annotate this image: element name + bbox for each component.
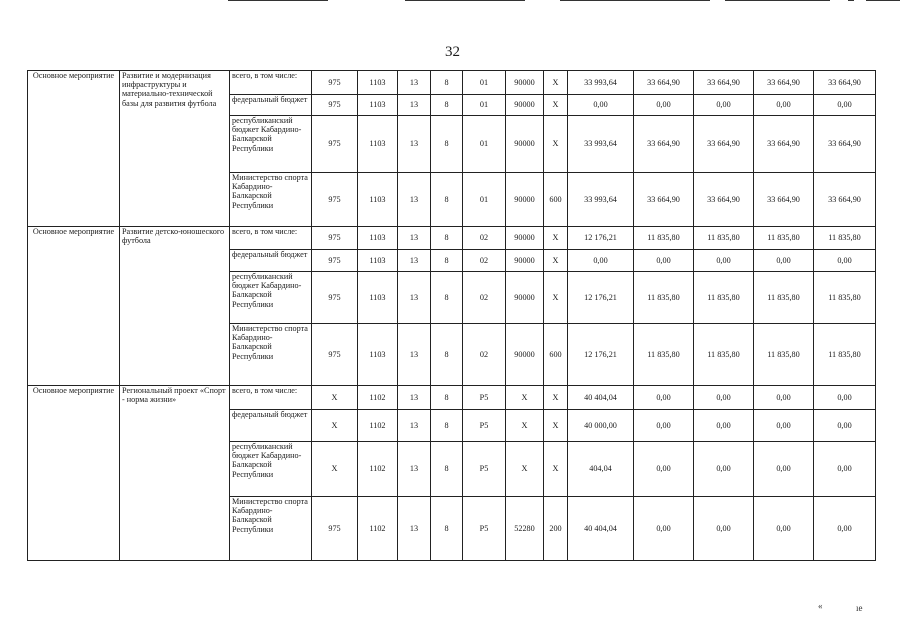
event-type-cell: Основное мероприятие [28, 71, 120, 227]
value-cell: 12 176,21 [568, 324, 634, 386]
value-cell: 975 [312, 173, 358, 227]
value-cell: X [544, 71, 568, 95]
value-cell: 33 664,90 [634, 173, 694, 227]
value-cell: 33 664,90 [754, 71, 814, 95]
value-cell: X [506, 442, 544, 497]
value-cell: 33 993,64 [568, 71, 634, 95]
value-cell: 40 404,04 [568, 497, 634, 561]
value-cell: 1102 [358, 497, 398, 561]
value-cell: 0,00 [754, 410, 814, 442]
value-cell: 1103 [358, 173, 398, 227]
value-cell: 33 664,90 [814, 173, 876, 227]
value-cell: 8 [431, 386, 463, 410]
value-cell: 975 [312, 71, 358, 95]
value-cell: X [544, 410, 568, 442]
event-name-cell: Развитие и модернизация инфраструктуры и материально-технической базы для развития футбола [120, 71, 230, 227]
value-cell: 13 [398, 497, 431, 561]
value-cell: 11 835,80 [754, 272, 814, 324]
value-cell: 90000 [506, 71, 544, 95]
value-cell: 13 [398, 324, 431, 386]
value-cell: 02 [463, 227, 506, 250]
value-cell: 02 [463, 250, 506, 272]
funding-source-cell: всего, в том числе: [230, 386, 312, 410]
funding-source-cell: Министерство спорта Кабардино-Балкарской Республики [230, 497, 312, 561]
value-cell: X [312, 410, 358, 442]
value-cell: 975 [312, 324, 358, 386]
value-cell: 33 993,64 [568, 173, 634, 227]
value-cell: 40 404,04 [568, 386, 634, 410]
value-cell: 13 [398, 250, 431, 272]
value-cell: 0,00 [694, 497, 754, 561]
value-cell: 12 176,21 [568, 227, 634, 250]
value-cell: 01 [463, 116, 506, 173]
value-cell: 8 [431, 442, 463, 497]
value-cell: 0,00 [634, 386, 694, 410]
value-cell: 0,00 [568, 250, 634, 272]
value-cell: P5 [463, 497, 506, 561]
value-cell: 01 [463, 173, 506, 227]
value-cell: X [544, 272, 568, 324]
value-cell: 600 [544, 324, 568, 386]
value-cell: X [544, 116, 568, 173]
funding-source-cell: Министерство спорта Кабардино-Балкарской Республики [230, 324, 312, 386]
value-cell: 13 [398, 173, 431, 227]
value-cell: 13 [398, 442, 431, 497]
value-cell: 8 [431, 71, 463, 95]
funding-source-cell: республиканский бюджет Кабардино-Балкарской Республики [230, 272, 312, 324]
value-cell: P5 [463, 386, 506, 410]
value-cell: 13 [398, 410, 431, 442]
value-cell: X [544, 442, 568, 497]
value-cell: 8 [431, 116, 463, 173]
value-cell: 13 [398, 272, 431, 324]
value-cell: 200 [544, 497, 568, 561]
value-cell: 975 [312, 497, 358, 561]
value-cell: X [544, 227, 568, 250]
value-cell: 404,04 [568, 442, 634, 497]
value-cell: 975 [312, 95, 358, 116]
value-cell: 11 835,80 [694, 227, 754, 250]
value-cell: 02 [463, 272, 506, 324]
value-cell: 11 835,80 [634, 227, 694, 250]
value-cell: 12 176,21 [568, 272, 634, 324]
funding-source-cell: республиканский бюджет Кабардино-Балкарской Республики [230, 116, 312, 173]
value-cell: 0,00 [694, 442, 754, 497]
value-cell: 1103 [358, 116, 398, 173]
value-cell: 0,00 [568, 95, 634, 116]
value-cell: 01 [463, 71, 506, 95]
value-cell: 11 835,80 [694, 324, 754, 386]
event-name-cell: Региональный проект «Спорт - норма жизни» [120, 386, 230, 561]
funding-source-cell: федеральный бюджет [230, 250, 312, 272]
funding-source-cell: Министерство спорта Кабардино-Балкарской Республики [230, 173, 312, 227]
table-row [28, 386, 876, 410]
value-cell: 1103 [358, 95, 398, 116]
table-row [28, 71, 876, 95]
value-cell: 90000 [506, 250, 544, 272]
funding-source-cell: всего, в том числе: [230, 71, 312, 95]
value-cell: 1103 [358, 71, 398, 95]
value-cell: 0,00 [754, 250, 814, 272]
value-cell: P5 [463, 442, 506, 497]
value-cell: 8 [431, 272, 463, 324]
value-cell: 8 [431, 497, 463, 561]
value-cell: 33 664,90 [754, 116, 814, 173]
event-type-cell: Основное мероприятие [28, 386, 120, 561]
value-cell: 1102 [358, 442, 398, 497]
value-cell: 40 000,00 [568, 410, 634, 442]
value-cell: 0,00 [814, 442, 876, 497]
value-cell: 13 [398, 116, 431, 173]
value-cell: 11 835,80 [634, 324, 694, 386]
value-cell: 33 664,90 [814, 116, 876, 173]
value-cell: 975 [312, 250, 358, 272]
value-cell: 33 664,90 [634, 116, 694, 173]
value-cell: 0,00 [814, 250, 876, 272]
value-cell: P5 [463, 410, 506, 442]
value-cell: 1103 [358, 250, 398, 272]
value-cell: 33 664,90 [814, 71, 876, 95]
value-cell: 13 [398, 386, 431, 410]
value-cell: 90000 [506, 227, 544, 250]
value-cell: 33 664,90 [754, 173, 814, 227]
value-cell: 975 [312, 227, 358, 250]
value-cell: 0,00 [634, 95, 694, 116]
value-cell: 975 [312, 116, 358, 173]
value-cell: 1102 [358, 410, 398, 442]
value-cell: 1103 [358, 272, 398, 324]
value-cell: 0,00 [634, 410, 694, 442]
value-cell: 8 [431, 410, 463, 442]
value-cell: 0,00 [754, 386, 814, 410]
value-cell: 8 [431, 95, 463, 116]
corner-mark: « [818, 601, 823, 611]
value-cell: 33 664,90 [694, 116, 754, 173]
value-cell: 13 [398, 95, 431, 116]
value-cell: 8 [431, 324, 463, 386]
value-cell: 33 664,90 [694, 173, 754, 227]
value-cell: 0,00 [634, 497, 694, 561]
value-cell: 0,00 [634, 442, 694, 497]
value-cell: 11 835,80 [634, 272, 694, 324]
funding-source-cell: республиканский бюджет Кабардино-Балкарской Республики [230, 442, 312, 497]
value-cell: 8 [431, 173, 463, 227]
event-type-cell: Основное мероприятие [28, 227, 120, 386]
value-cell: 0,00 [694, 410, 754, 442]
value-cell: 600 [544, 173, 568, 227]
value-cell: X [506, 410, 544, 442]
value-cell: 0,00 [634, 250, 694, 272]
table-row [28, 227, 876, 250]
value-cell: X [544, 250, 568, 272]
value-cell: 1103 [358, 227, 398, 250]
value-cell: 90000 [506, 272, 544, 324]
value-cell: 11 835,80 [814, 227, 876, 250]
value-cell: 0,00 [694, 95, 754, 116]
value-cell: 02 [463, 324, 506, 386]
value-cell: 0,00 [814, 497, 876, 561]
value-cell: 33 993,64 [568, 116, 634, 173]
value-cell: 90000 [506, 173, 544, 227]
value-cell: 11 835,80 [694, 272, 754, 324]
value-cell: X [506, 386, 544, 410]
value-cell: 13 [398, 71, 431, 95]
value-cell: 33 664,90 [634, 71, 694, 95]
event-name-cell: Развитие детско-юношеского футбола [120, 227, 230, 386]
value-cell: 90000 [506, 116, 544, 173]
value-cell: 11 835,80 [814, 324, 876, 386]
page-number: 32 [445, 44, 460, 60]
value-cell: 0,00 [754, 442, 814, 497]
corner-mark: ıe [856, 603, 863, 613]
value-cell: 8 [431, 250, 463, 272]
value-cell: 8 [431, 227, 463, 250]
value-cell: 52280 [506, 497, 544, 561]
value-cell: 11 835,80 [814, 272, 876, 324]
value-cell: 33 664,90 [694, 71, 754, 95]
value-cell: 975 [312, 272, 358, 324]
value-cell: X [544, 95, 568, 116]
value-cell: 90000 [506, 95, 544, 116]
value-cell: 0,00 [694, 386, 754, 410]
funding-source-cell: федеральный бюджет [230, 95, 312, 116]
funding-source-cell: всего, в том числе: [230, 227, 312, 250]
funding-source-cell: федеральный бюджет [230, 410, 312, 442]
value-cell: 0,00 [754, 497, 814, 561]
value-cell: 0,00 [814, 410, 876, 442]
value-cell: X [312, 442, 358, 497]
value-cell: X [544, 386, 568, 410]
value-cell: 0,00 [694, 250, 754, 272]
value-cell: 0,00 [754, 95, 814, 116]
value-cell: 01 [463, 95, 506, 116]
value-cell: 11 835,80 [754, 324, 814, 386]
value-cell: 90000 [506, 324, 544, 386]
value-cell: 0,00 [814, 386, 876, 410]
budget-table [27, 70, 876, 561]
value-cell: 1103 [358, 324, 398, 386]
value-cell: X [312, 386, 358, 410]
value-cell: 13 [398, 227, 431, 250]
value-cell: 1102 [358, 386, 398, 410]
value-cell: 11 835,80 [754, 227, 814, 250]
value-cell: 0,00 [814, 95, 876, 116]
